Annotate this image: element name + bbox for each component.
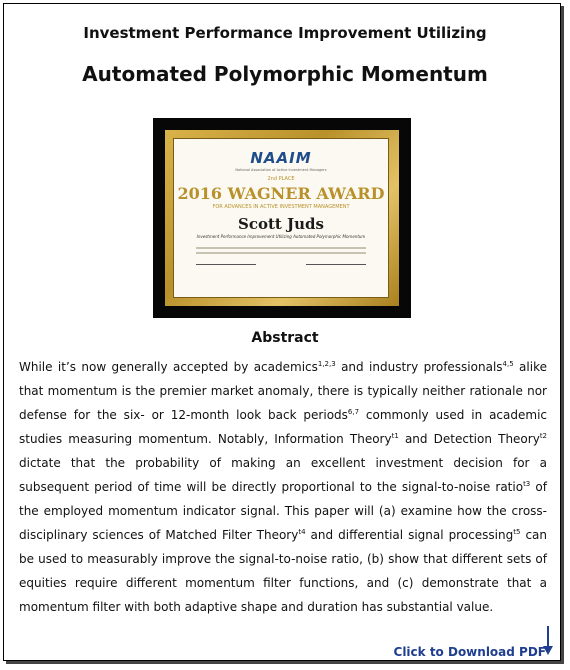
award-title: 2016 WAGNER AWARD <box>177 184 385 203</box>
citation-6: t3 <box>523 480 531 488</box>
citation-7: t4 <box>298 528 306 536</box>
abstract-text-1: While it’s now generally accepted by academics <box>19 360 318 374</box>
download-pdf-link[interactable]: Click to Download PDF <box>393 645 546 659</box>
citation-4: t1 <box>391 432 399 440</box>
citation-8: t5 <box>513 528 521 536</box>
certificate-panel <box>173 138 389 298</box>
paper-title: Investment Performance Improvement Utilizing Automated Polymorphic Momentum <box>196 234 366 239</box>
abstract-text-6: dictate that the probability of making an excellent investment decision for a subsequent period of time will be directly proportional to the signal-to-noise ratio <box>19 456 547 494</box>
abstract-text-9: can be used to measurably improve the signal-to-noise ratio, (b) show that different sets of equities require different momentum filter functions, and (c) demonstrate that a momentum filter with both adaptive shape and duration has substantial value. <box>19 528 547 614</box>
citation-3: 6,7 <box>347 408 360 416</box>
certificate-gold-border <box>165 130 399 306</box>
citation-2: 4,5 <box>502 360 514 368</box>
citation-5: t2 <box>539 432 548 440</box>
title-line-1: Investment Performance Improvement Utilizing <box>83 24 487 42</box>
award-subtitle: FOR ADVANCES IN ACTIVE INVESTMENT MANAGEMENT <box>212 204 350 210</box>
certificate-fine-print <box>196 247 366 254</box>
abstract-text-5: and Detection Theory <box>398 432 540 446</box>
award-place: 2nd PLACE <box>267 176 295 182</box>
abstract-text-8: and differential signal processing <box>305 528 514 542</box>
abstract-heading: Abstract <box>251 330 319 346</box>
abstract-text <box>19 355 547 619</box>
abstract-text-2: and industry professionals <box>335 360 503 374</box>
abstract-text-3: alike that momentum is the premier market anomaly, there is typically neither rationale nor defense for the six- or 12-month look back periods <box>19 360 547 422</box>
citation-1: 1,2,3 <box>317 360 336 368</box>
award-certificate-image <box>153 118 411 318</box>
recipient-name: Scott Juds <box>238 215 324 233</box>
signature-lines <box>196 264 366 265</box>
abstract-text-4: commonly used in academic studies measuring momentum. Notably, Information Theory <box>19 408 547 446</box>
title-line-2: Automated Polymorphic Momentum <box>82 62 488 86</box>
abstract-text-7: of the employed momentum indicator signal. This paper will (a) examine how the cross-disciplinary sciences of Matched Filter Theory <box>19 480 547 542</box>
naaim-logo: NAAIM <box>250 149 312 167</box>
logo-subtitle: National Association of Active Investment Managers <box>235 168 327 172</box>
